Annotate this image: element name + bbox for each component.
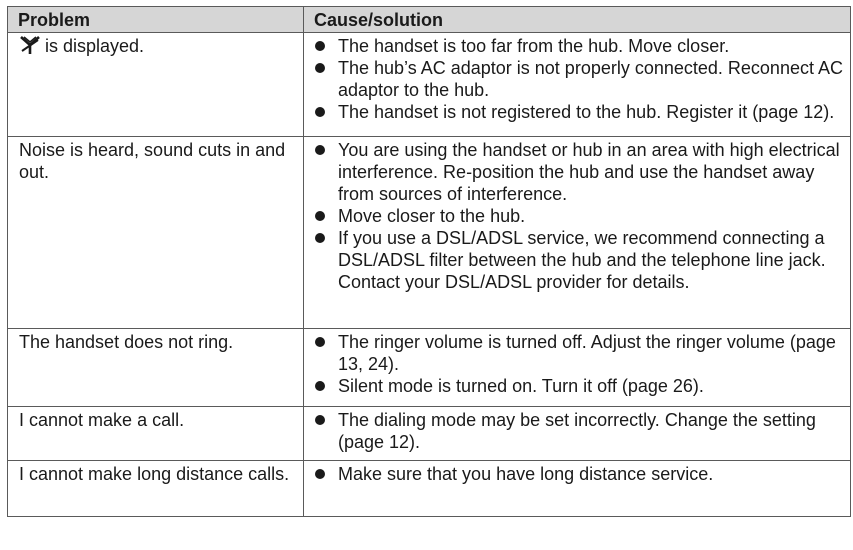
cause-text: The handset is not registered to the hub. Register it (page 12). <box>338 102 835 122</box>
list-item <box>314 101 844 123</box>
cause-cell <box>304 461 851 517</box>
problem-cell: Noise is heard, sound cuts in and out. <box>8 137 304 329</box>
problem-column-header: Problem <box>8 7 304 33</box>
list-item <box>314 409 844 453</box>
cause-cell <box>304 33 851 137</box>
cause-cell <box>304 137 851 329</box>
table-row <box>8 407 851 461</box>
bullet-icon <box>315 233 325 243</box>
cause-list <box>314 409 844 453</box>
cause-list <box>314 35 844 123</box>
problem-cell: I cannot make long distance calls. <box>8 461 304 517</box>
problem-cell: I cannot make a call. <box>8 407 304 461</box>
bullet-icon <box>315 381 325 391</box>
list-item <box>314 35 844 57</box>
troubleshooting-table-wrapper <box>7 6 850 517</box>
problem-cell <box>8 33 304 137</box>
bullet-icon <box>315 211 325 221</box>
list-item <box>314 463 844 485</box>
bullet-icon <box>315 63 325 73</box>
table-row <box>8 33 851 137</box>
cause-column-header: Cause/solution <box>304 7 851 33</box>
list-item <box>314 205 844 227</box>
cause-text: Move closer to the hub. <box>338 206 526 226</box>
list-item <box>314 375 844 397</box>
table-row <box>8 329 851 407</box>
cause-text: Make sure that you have long distance service. <box>338 464 714 484</box>
table-header-row <box>8 7 851 33</box>
list-item <box>314 227 844 293</box>
bullet-icon <box>315 107 325 117</box>
cause-list <box>314 331 844 397</box>
no-signal-antenna-icon <box>19 35 41 55</box>
problem-cell: The handset does not ring. <box>8 329 304 407</box>
table-row <box>8 461 851 517</box>
bullet-icon <box>315 469 325 479</box>
bullet-icon <box>315 415 325 425</box>
list-item <box>314 57 844 101</box>
bullet-icon <box>315 337 325 347</box>
cause-list <box>314 463 844 485</box>
cause-cell <box>304 407 851 461</box>
cause-text: Silent mode is turned on. Turn it off (page 26). <box>338 376 704 396</box>
cause-text: The dialing mode may be set incorrectly. Change the setting (page 12). <box>338 410 816 452</box>
troubleshooting-table <box>7 6 851 517</box>
cause-text: The handset is too far from the hub. Move closer. <box>338 36 730 56</box>
cause-text: The ringer volume is turned off. Adjust the ringer volume (page 13, 24). <box>338 332 836 374</box>
bullet-icon <box>315 145 325 155</box>
bullet-icon <box>315 41 325 51</box>
cause-text: The hub’s AC adaptor is not properly connected. Reconnect AC adaptor to the hub. <box>338 58 843 100</box>
problem-text: is displayed. <box>45 36 145 56</box>
cause-list <box>314 139 844 293</box>
list-item <box>314 331 844 375</box>
cause-text: If you use a DSL/ADSL service, we recommend connecting a DSL/ADSL filter between the hub and the telephone line jack. Contact your DSL/ADSL provider for details. <box>338 228 826 292</box>
cause-text: You are using the handset or hub in an area with high electrical interference. Re-position the hub and use the handset away from sources of interference. <box>338 140 840 204</box>
list-item <box>314 139 844 205</box>
table-row <box>8 137 851 329</box>
cause-cell <box>304 329 851 407</box>
